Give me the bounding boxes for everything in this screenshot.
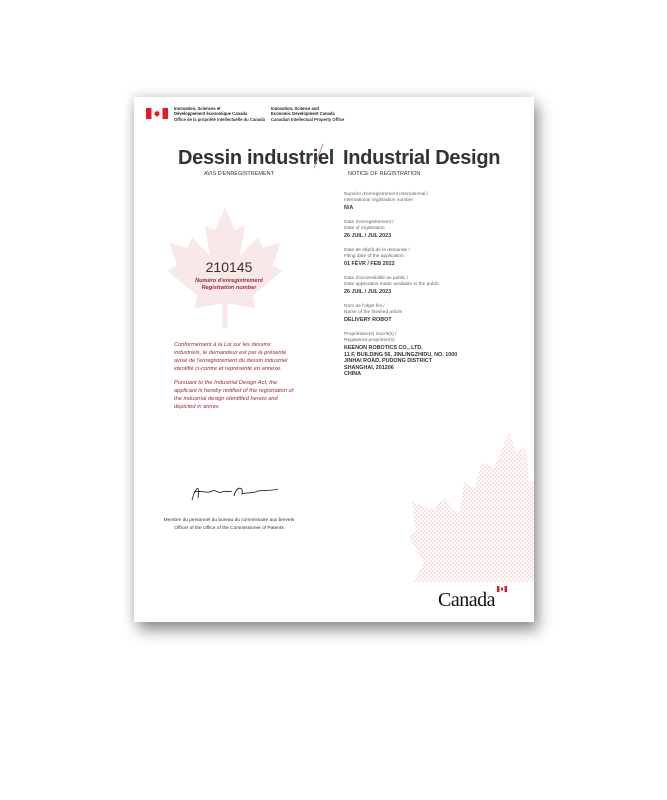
field-value <box>344 345 529 378</box>
field-label-en: Name of the finished article <box>344 310 403 315</box>
field-value: 26 JUIL / JUL 2023 <box>344 233 392 239</box>
title-fr: Dessin industriel <box>178 147 335 169</box>
notice-fr: Conformément à la Loi sur les dessins industriels, le demandeur est par la présente avisé de l'enregistrement du dessin industriel identifié ci-contre et représenté en annexe. <box>174 342 288 372</box>
field-international-registration <box>344 192 529 212</box>
field-label-fr: Propriétaire(s) inscrit(s) / <box>344 332 397 337</box>
field-label-fr: Date d'accessibilité au public / <box>344 276 409 281</box>
field-label-en: Registered proprietor(s) <box>344 338 395 343</box>
field-value: 01 FÉVR / FEB 2022 <box>344 261 395 267</box>
dept-fr-line2: Développement économique Canada <box>174 111 248 117</box>
canada-wordmark: Canada <box>438 589 495 611</box>
field-label-en: International registration number <box>344 198 414 203</box>
field-value: DELIVERY ROBOT <box>344 317 392 323</box>
field-registration-date <box>344 220 529 240</box>
proprietor-address-2: JINHAI ROAD, PUDONG DISTRICT <box>344 358 433 364</box>
registration-number: 210145 <box>205 259 253 275</box>
subtitle-en: NOTICE OF REGISTRATION <box>348 171 421 177</box>
field-label-en: Date of registration <box>344 226 385 231</box>
notice-en: Pursuant to the Industrial Design Act, the applicant is hereby notified of the registration of the industrial design identified hereto and depicted in annex. <box>174 380 294 410</box>
dept-en-line1: Innovation, Science and <box>271 106 319 111</box>
dept-en-line2: Economic Development Canada <box>271 111 335 117</box>
field-label-fr: Numéro d'enregistrement international / <box>344 192 429 197</box>
field-article-name <box>344 304 529 324</box>
title-en: Industrial Design <box>343 147 501 169</box>
field-label-fr: Date de dépôt de la demande / <box>344 248 410 253</box>
field-value: N/A <box>344 205 354 211</box>
signature-label-en: Officer of the Office of the Commissioner of Patents <box>174 526 284 531</box>
wordmark-flag-icon <box>497 586 507 592</box>
proprietor-address-1: 11 F, BUILDING 56, JINLINGZHIDU, NO. 1000 <box>344 351 458 358</box>
registration-label-en: Registration number <box>201 285 257 291</box>
registration-details <box>344 192 529 386</box>
department-name-fr <box>174 106 265 122</box>
field-value: 26 JUIL / JUL 2023 <box>344 289 392 295</box>
signature-image <box>172 482 282 504</box>
subtitle-fr: AVIS D'ENREGISTREMENT <box>204 171 275 177</box>
proprietor-country: CHINA <box>344 371 362 377</box>
certificate-page <box>134 97 534 622</box>
dept-fr-line1: Innovation, Sciences et <box>174 106 221 111</box>
dept-fr-line3: Office de la propriété intellectuelle du Canada <box>174 116 265 122</box>
maple-leaf-corner-watermark-icon <box>404 422 534 582</box>
signature-label-fr: Membre du personnel du bureau du commissaire aux brevets <box>163 518 295 523</box>
canada-flag-icon <box>146 108 168 119</box>
field-proprietor <box>344 332 529 378</box>
field-label-fr: Date d'enregistrement / <box>344 220 394 225</box>
proprietor-name: KEENON ROBOTICS CO., LTD. <box>344 345 423 351</box>
field-label-en: Date application made available to the public <box>344 282 440 287</box>
registration-label-fr: Numéro d'enregistrement <box>195 278 263 284</box>
field-label-en: Filing date of the application <box>344 254 404 259</box>
registration-number-label <box>174 278 284 292</box>
field-label-fr: Nom de l'objet fini / <box>344 304 385 309</box>
signature-label <box>154 517 304 533</box>
notice-text <box>174 341 296 417</box>
proprietor-city: SHANGHAI, 201206 <box>344 364 394 371</box>
department-name-en <box>271 106 344 122</box>
dept-en-line3: Canadian Intellectual Property Office <box>271 116 345 122</box>
field-public-date <box>344 276 529 296</box>
field-filing-date <box>344 248 529 268</box>
